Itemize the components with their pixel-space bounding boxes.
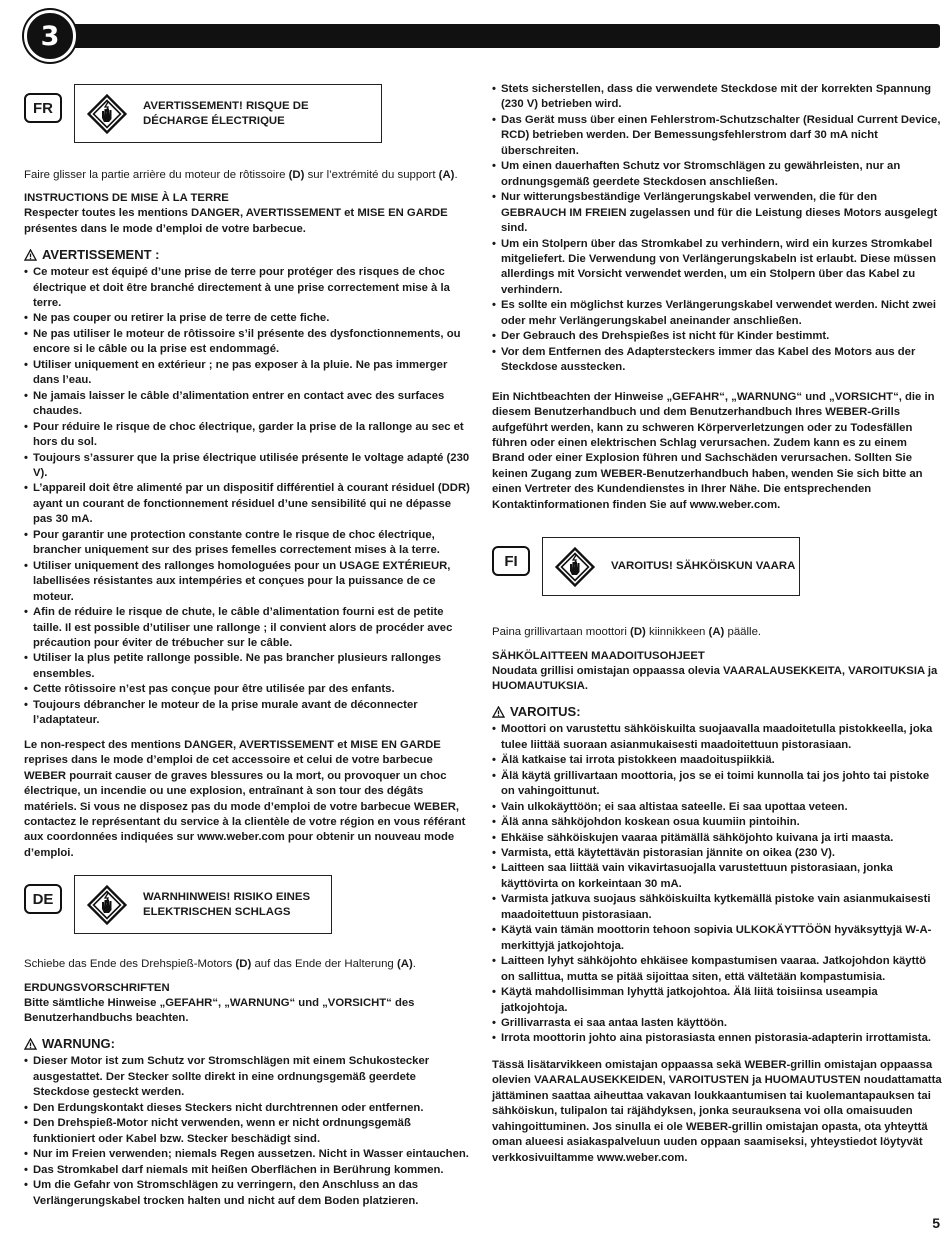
page-number: 5 bbox=[932, 1215, 940, 1231]
intro-text: Paina grillivartaan moottori bbox=[492, 626, 631, 639]
fi-intro bbox=[492, 625, 942, 640]
fr-bullet-list bbox=[24, 265, 472, 729]
list-item: • Afin de réduire le risque de chute, le câble d’alimentation fourni est de petite taille. Il est possible d’utiliser une rallonge ; il convient alors de procéder avec précaution pour éviter de trébucher sur le câble. bbox=[24, 605, 472, 651]
language-badge-fi: FI bbox=[492, 546, 530, 576]
list-item: • Älä anna sähköjohdon koskean osua kuumiin pintoihin. bbox=[492, 815, 942, 830]
part-label-d: (D) bbox=[235, 958, 252, 971]
fr-instructions-heading: INSTRUCTIONS DE MISE À LA TERRE bbox=[24, 192, 229, 205]
fi-closing-paragraph: Tässä lisätarvikkeen omistajan oppaassa sekä WEBER-grillin omistajan oppaassa olevien VAARALAUSEKKEIDEN, VAROITUSTEN ja HUOMAUTUSTEN noudattamatta jättäminen saattaa aiheuttaa vakavan loukkaantumisen tai kuolemantapauksen tai sähköiskun, tulipalon tai räjähdyksen, jonka seurauksena voi olla omaisuuden vahingoittuminen. Jos sinulla ei ole WEBER-grillin omistajan opasta, ota yhteyttä oman alueesi asiakaspalveluun uuden oppaan saamiseksi, yhteystiedot löytyvät verkkosivuiltamme www.weber.com. bbox=[492, 1058, 942, 1164]
list-item: • Toujours s’assurer que la prise électrique utilisée présente le voltage adapté (230 V). bbox=[24, 451, 472, 482]
de-instructions-heading: ERDUNGSVORSCHRIFTEN bbox=[24, 981, 170, 994]
list-item: • Stets sicherstellen, dass die verwendete Steckdose mit der korrekten Spannung (230 V) betrieben wird. bbox=[492, 82, 942, 113]
warning-heading-text: AVERTISSEMENT : bbox=[42, 247, 160, 263]
de-bullet-list-part1 bbox=[24, 1054, 472, 1209]
de-instructions-text: Bitte sämtliche Hinweise „GEFAHR“, „WARNUNG“ und „VORSICHT“ des Benutzerhandbuchs beachten. bbox=[24, 996, 415, 1025]
list-item: • Laitteen saa liittää vain vikavirtasuojalla varustettuun pistorasiaan, jonka käyttövirta on korkeintaan 30 mA. bbox=[492, 861, 942, 892]
list-item: • Cette rôtissoire n’est pas conçue pour être utilisée par des enfants. bbox=[24, 682, 472, 697]
list-item: • Varmista, että käytettävän pistorasian jännite on oikea (230 V). bbox=[492, 846, 942, 861]
warning-title-line2: ELEKTRISCHEN SCHLAGS bbox=[143, 905, 291, 918]
list-item: • Den Drehspieß-Motor nicht verwenden, wenn er nicht ordnungsgemäß funktioniert oder Kabel bzw. Stecker beschädigt sind. bbox=[24, 1116, 472, 1147]
list-item: • Toujours débrancher le moteur de la prise murale avant de déconnecter l’adaptateur. bbox=[24, 698, 472, 729]
list-item: • Ne jamais laisser le câble d’alimentation entrer en contact avec des surfaces chaudes. bbox=[24, 389, 472, 420]
part-label-d: (D) bbox=[288, 169, 305, 181]
warning-box-de bbox=[74, 875, 332, 934]
list-item: • Der Gebrauch des Drehspießes ist nicht für Kinder bestimmt. bbox=[492, 329, 942, 344]
list-item: • Pour garantir une protection constante contre le risque de choc électrique, brancher uniquement sur des prises femelles correctement mises à la terre. bbox=[24, 528, 472, 559]
de-intro bbox=[24, 957, 472, 972]
fr-closing-paragraph: Le non-respect des mentions DANGER, AVERTISSEMENT et MISE EN GARDE reprises dans le mode d’emploi de cet accessoire et celui de votre barbecue WEBER pourrait causer de graves blessures ou la mort, ou provoquer un choc électrique, un incendie ou une explosion, entraînant à son tour des dégâts matériels. Si vous ne disposez pas du mode d’emploi de votre barbecue WEBER, contactez le représentant du service à la clientèle de votre région en vous référant aux coordonnées indiquées sur www.weber.com pour obtenir un nouveau mode d’emploi. bbox=[24, 738, 466, 859]
electric-shock-warning-icon bbox=[85, 883, 129, 927]
fi-instructions-text: Noudata grillisi omistajan oppaassa olevia VAARALAUSEKKEITA, VAROITUKSIA ja HUOMAUTUKSIA. bbox=[492, 664, 938, 692]
list-item: • Ne pas utiliser le moteur de rôtissoire s’il présente des dysfonctionnements, ou encore si le câble ou la prise est endommagé. bbox=[24, 327, 472, 358]
intro-text: Faire glisser la partie arrière du moteur de rôtissoire bbox=[24, 169, 289, 181]
list-item: • Das Gerät muss über einen Fehlerstrom-Schutzschalter (Residual Current Device, RCD) betrieben werden. Der Bemessungsfehlerstrom darf 30 mA nicht überschreiten. bbox=[492, 113, 942, 159]
warning-triangle-icon bbox=[24, 1038, 37, 1050]
warning-title-fi bbox=[611, 559, 795, 574]
warning-title-fr bbox=[143, 99, 309, 129]
list-item: • Irrota moottorin johto aina pistorasiasta ennen pistorasia-adapterin irrottamista. bbox=[492, 1031, 942, 1046]
list-item: • Vor dem Entfernen des Adaptersteckers immer das Kabel des Motors aus der Steckdose ausstecken. bbox=[492, 345, 942, 376]
list-item: • Ce moteur est équipé d’une prise de terre pour protéger des risques de choc électrique et doit être branché directement à une prise correctement mise à la terre. bbox=[24, 265, 472, 311]
part-label-a: (A) bbox=[396, 958, 413, 971]
list-item: • Älä katkaise tai irrota pistokkeen maadoituspiikkiä. bbox=[492, 753, 942, 768]
step-number-badge: 3 bbox=[24, 10, 76, 62]
de-closing-paragraph: Ein Nichtbeachten der Hinweise „GEFAHR“, „WARNUNG“ und „VORSICHT“, die in diesem Benutzerhandbuch und dem Benutzerhandbuch Ihres WEBER-Grills aufgeführt werden, kann zu schweren Körperverletzungen oder zu Todesfällen führen oder einen elektrischen Schlag verursachen. Zudem kann es zu einem Brand oder einer Explosion führen und Sachschäden verursachen. Sollten Sie keinen Zugang zum WEBER-Benutzerhandbuch haben, wenden Sie sich bitte an einen Vertreter des Kundendienstes in Ihrer Nähe. Die entsprechenden Kontaktinformationen finden Sie auf www.weber.com. bbox=[492, 390, 935, 511]
de-warning-heading bbox=[24, 1036, 472, 1052]
intro-text: sur l’extrémité du support bbox=[304, 169, 439, 181]
warning-heading-text: VAROITUS: bbox=[510, 704, 581, 720]
fi-warning-heading bbox=[492, 704, 942, 720]
warning-title-line2: DÉCHARGE ÉLECTRIQUE bbox=[143, 114, 285, 127]
list-item: • L’appareil doit être alimenté par un dispositif différentiel à courant résiduel (DDR) ayant un courant de fonctionnement résiduel d’une sensibilité qui ne dépasse pas 30 mA. bbox=[24, 481, 472, 527]
header-bar bbox=[56, 24, 940, 48]
fi-warning-header bbox=[492, 537, 942, 597]
list-item: • Ne pas couper ou retirer la prise de terre de cette fiche. bbox=[24, 311, 472, 326]
list-item: • Käytä vain tämän moottorin tehoon sopivia ULKOKÄYTTÖÖN hyväksyttyjä W-A-merkittyjä jatkojohtoja. bbox=[492, 923, 942, 954]
electric-shock-warning-icon bbox=[85, 92, 129, 136]
warning-title-line1: AVERTISSEMENT! RISQUE DE bbox=[143, 99, 309, 112]
language-badge-fr: FR bbox=[24, 93, 62, 123]
list-item: • Moottori on varustettu sähköiskuilta suojaavalla maadoitetulla pistokkeella, joka tulee liittää suoraan asianmukaisesti maadoitettuun pistorasiaan. bbox=[492, 722, 942, 753]
list-item: • Um die Gefahr von Stromschlägen zu verringern, den Anschluss an das Verlängerungskabel trocken halten und nicht auf dem Boden platzieren. bbox=[24, 1178, 472, 1209]
warning-title-line1: VAROITUS! SÄHKÖISKUN VAARA bbox=[611, 560, 796, 573]
intro-text: Schiebe das Ende des Drehspieß-Motors bbox=[24, 958, 236, 971]
fr-instructions-text: Respecter toutes les mentions DANGER, AVERTISSEMENT et MISE EN GARDE présentes dans le mode d’emploi de votre barbecue. bbox=[24, 207, 448, 235]
list-item: • Pour réduire le risque de choc électrique, garder la prise de la rallonge au sec et hors du sol. bbox=[24, 420, 472, 451]
warning-triangle-icon bbox=[492, 706, 505, 718]
warning-triangle-icon bbox=[24, 249, 37, 261]
list-item: • Varmista jatkuva suojaus sähköiskuilta kytkemällä pistoke vain asianmukaisesti maadoitettuun pistorasiaan. bbox=[492, 892, 942, 923]
list-item: • Laitteen lyhyt sähköjohto ehkäisee kompastumisen vaaraa. Jatkojohdon käyttö on sallittua, mutta se pitää sijoittaa siten, että vältetään kompastumisia. bbox=[492, 954, 942, 985]
intro-text: auf das Ende der Halterung bbox=[251, 958, 397, 971]
fi-instructions-heading: SÄHKÖLAITTEEN MAADOITUSOHJEET bbox=[492, 649, 705, 662]
warning-box-fr bbox=[74, 84, 382, 143]
intro-text: kiinnikkeen bbox=[645, 626, 709, 639]
list-item: • Utiliser uniquement en extérieur ; ne pas exposer à la pluie. Ne pas immerger dans l’eau. bbox=[24, 358, 472, 389]
list-item: • Nur witterungsbeständige Verlängerungskabel verwenden, die für den GEBRAUCH IM FREIEN zugelassen und für die Leistung dieses Motors ausgelegt sind. bbox=[492, 190, 942, 236]
warning-heading-text: WARNUNG: bbox=[42, 1036, 115, 1052]
fr-intro bbox=[24, 168, 472, 183]
warning-title-de bbox=[143, 890, 310, 920]
intro-text: . bbox=[412, 958, 416, 971]
list-item: • Es sollte ein möglichst kurzes Verlängerungskabel verwendet werden. Nicht zwei oder mehr Verlängerungskabel aneinander anschließen. bbox=[492, 298, 942, 329]
list-item: • Das Stromkabel darf niemals mit heißen Oberflächen in Berührung kommen. bbox=[24, 1163, 472, 1178]
intro-text: päälle. bbox=[724, 626, 762, 639]
list-item: • Nur im Freien verwenden; niemals Regen aussetzen. Nicht in Wasser eintauchen. bbox=[24, 1147, 472, 1162]
list-item: • Utiliser uniquement des rallonges homologuées pour un USAGE EXTÉRIEUR, labellisées résistantes aux intempéries et conçues pour la puissance de ce moteur. bbox=[24, 559, 472, 605]
list-item: • Älä käytä grillivartaan moottoria, jos se ei toimi kunnolla tai jos johto tai pistoke on vahingoittunut. bbox=[492, 769, 942, 800]
list-item: • Um einen dauerhaften Schutz vor Stromschlägen zu gewährleisten, nur an ordnungsgemäß geerdete Steckdosen anschließen. bbox=[492, 159, 942, 190]
warning-title-line1: WARNHINWEIS! RISIKO EINES bbox=[143, 890, 311, 903]
electric-shock-warning-icon bbox=[553, 545, 597, 589]
fr-warning-header bbox=[24, 84, 472, 144]
part-label-a: (A) bbox=[438, 169, 455, 181]
list-item: • Vain ulkokäyttöön; ei saa altistaa sateelle. Ei saa upottaa veteen. bbox=[492, 800, 942, 815]
list-item: • Den Erdungskontakt dieses Steckers nicht durchtrennen oder entfernen. bbox=[24, 1101, 472, 1116]
fi-bullet-list bbox=[492, 722, 942, 1047]
list-item: • Käytä mahdollisimman lyhyttä jatkojohtoa. Älä liitä toisiinsa useampia jatkojohtoja. bbox=[492, 985, 942, 1016]
list-item: • Utiliser la plus petite rallonge possible. Ne pas brancher plusieurs rallonges ensembles. bbox=[24, 651, 472, 682]
fr-warning-heading bbox=[24, 247, 472, 263]
warning-box-fi bbox=[542, 537, 800, 596]
list-item: • Ehkäise sähköiskujen vaaraa pitämällä sähköjohto kuivana ja irti maasta. bbox=[492, 831, 942, 846]
language-badge-de: DE bbox=[24, 884, 62, 914]
de-warning-header bbox=[24, 875, 472, 935]
de-bullet-list-part2 bbox=[492, 82, 942, 376]
left-column bbox=[24, 84, 472, 1218]
list-item: • Grillivarrasta ei saa antaa lasten käyttöön. bbox=[492, 1016, 942, 1031]
part-label-a: (A) bbox=[708, 626, 725, 639]
list-item: • Um ein Stolpern über das Stromkabel zu verhindern, wird ein kurzes Stromkabel mitgeliefert. Die Verwendung von Verlängerungskabeln ist erlaubt. Diese müssen allerdings mit Vorsicht verwendet werden, um ein Stolpern über das Kabel zu verhindern. bbox=[492, 237, 942, 299]
right-column bbox=[492, 82, 942, 1180]
part-label-d: (D) bbox=[630, 626, 646, 639]
intro-text: . bbox=[454, 169, 458, 181]
list-item: • Dieser Motor ist zum Schutz vor Stromschlägen mit einem Schukostecker ausgestattet. Der Stecker sollte direkt in eine ordnungsgemäß geerdete Steckdose gesteckt werden. bbox=[24, 1054, 472, 1100]
